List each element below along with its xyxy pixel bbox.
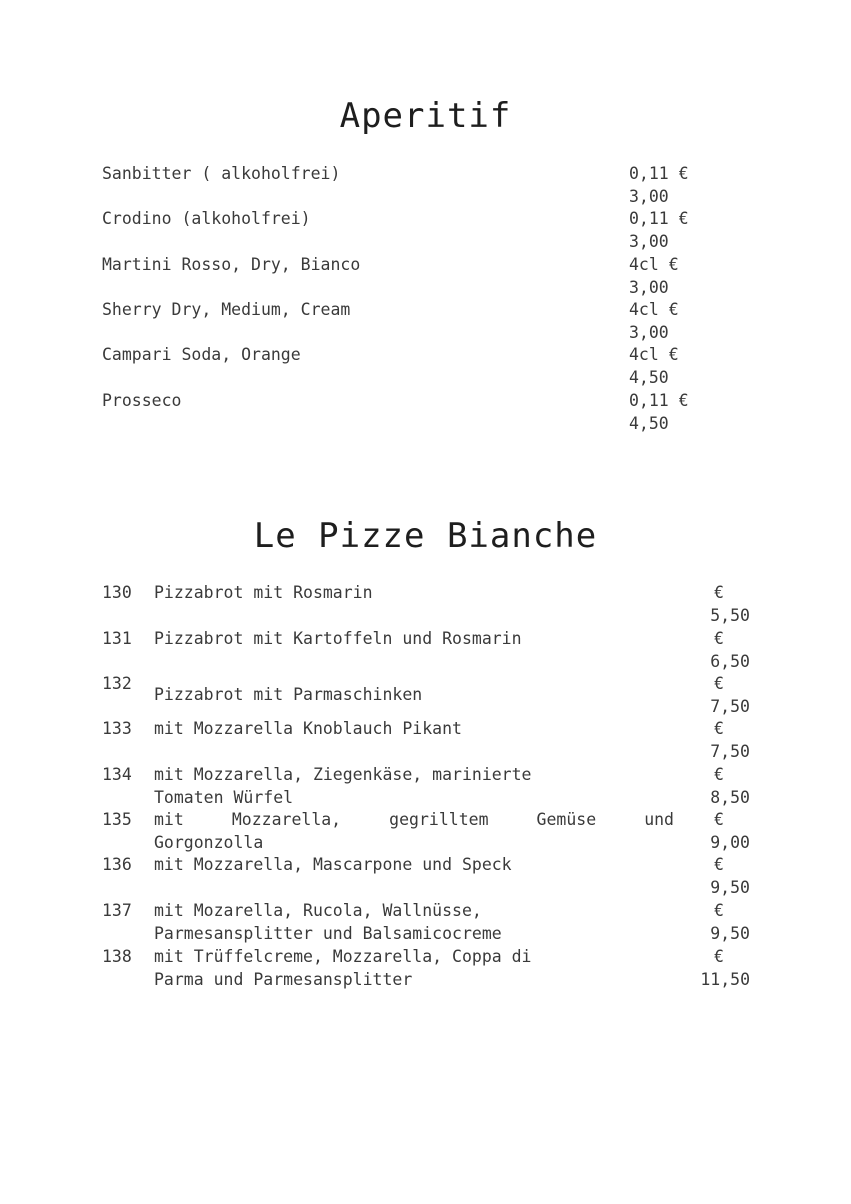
aperitif-item-name: Sherry Dry, Medium, Cream	[102, 300, 351, 319]
pizza-price: 5,50	[710, 606, 750, 625]
aperitif-item-name: Crodino (alkoholfrei)	[102, 209, 311, 228]
aperitif-item-name: Sanbitter ( alkoholfrei)	[102, 164, 341, 183]
pizza-currency: €	[714, 901, 724, 920]
pizza-description-line2: Parmesansplitter und Balsamicocreme	[154, 924, 502, 943]
aperitif-item-volume: 0,11 €	[629, 209, 689, 228]
pizza-currency: €	[714, 674, 724, 693]
section-title-aperitif: Aperitif	[339, 96, 512, 136]
pizza-description: mit Mozzarella, gegrilltem Gemüse und	[154, 810, 674, 829]
pizza-number: 132	[102, 674, 132, 693]
pizza-description: mit Trüffelcreme, Mozzarella, Coppa di	[154, 947, 532, 966]
aperitif-item-volume: 4cl €	[629, 345, 679, 364]
pizza-price: 7,50	[710, 697, 750, 716]
pizza-number: 134	[102, 765, 132, 784]
pizza-description: Pizzabrot mit Parmaschinken	[154, 685, 423, 704]
pizza-currency: €	[714, 765, 724, 784]
pizza-description: Pizzabrot mit Kartoffeln und Rosmarin	[154, 629, 522, 648]
pizza-price: 9,50	[710, 878, 750, 897]
aperitif-item-volume: 0,11 €	[629, 164, 689, 183]
pizza-currency: €	[714, 855, 724, 874]
pizza-price: 7,50	[710, 742, 750, 761]
pizza-price: 11,50	[700, 970, 750, 989]
pizza-description: Pizzabrot mit Rosmarin	[154, 583, 373, 602]
pizza-price: 9,00	[710, 833, 750, 852]
pizza-description-line2: Parma und Parmesansplitter	[154, 970, 413, 989]
aperitif-item-volume: 4cl €	[629, 300, 679, 319]
pizza-number: 131	[102, 629, 132, 648]
pizza-currency: €	[714, 810, 724, 829]
aperitif-item-price: 3,00	[629, 323, 669, 342]
pizza-currency: €	[714, 629, 724, 648]
pizza-description: mit Mozzarella, Mascarpone und Speck	[154, 855, 512, 874]
aperitif-item-volume: 0,11 €	[629, 391, 689, 410]
pizza-currency: €	[714, 583, 724, 602]
pizza-currency: €	[714, 719, 724, 738]
aperitif-item-name: Prosseco	[102, 391, 182, 410]
pizza-price: 9,50	[710, 924, 750, 943]
aperitif-item-price: 3,00	[629, 232, 669, 251]
pizza-number: 135	[102, 810, 132, 829]
pizza-number: 133	[102, 719, 132, 738]
aperitif-item-volume: 4cl €	[629, 255, 679, 274]
pizza-description-line2: Gorgonzolla	[154, 833, 264, 852]
pizza-price: 8,50	[710, 788, 750, 807]
pizza-description: mit Mozzarella Knoblauch Pikant	[154, 719, 462, 738]
section-title-pizze-bianche: Le Pizze Bianche	[253, 516, 598, 556]
aperitif-item-name: Campari Soda, Orange	[102, 345, 301, 364]
pizza-number: 138	[102, 947, 132, 966]
pizza-description: mit Mozzarella, Ziegenkäse, marinierte	[154, 765, 532, 784]
aperitif-item-price: 3,00	[629, 187, 669, 206]
aperitif-item-price: 3,00	[629, 278, 669, 297]
pizza-number: 130	[102, 583, 132, 602]
pizza-currency: €	[714, 947, 724, 966]
pizza-description-line2: Tomaten Würfel	[154, 788, 294, 807]
pizza-price: 6,50	[710, 652, 750, 671]
aperitif-item-price: 4,50	[629, 414, 669, 433]
pizza-number: 136	[102, 855, 132, 874]
pizza-description: mit Mozarella, Rucola, Wallnüsse,	[154, 901, 482, 920]
aperitif-item-name: Martini Rosso, Dry, Bianco	[102, 255, 361, 274]
pizza-number: 137	[102, 901, 132, 920]
aperitif-item-price: 4,50	[629, 368, 669, 387]
